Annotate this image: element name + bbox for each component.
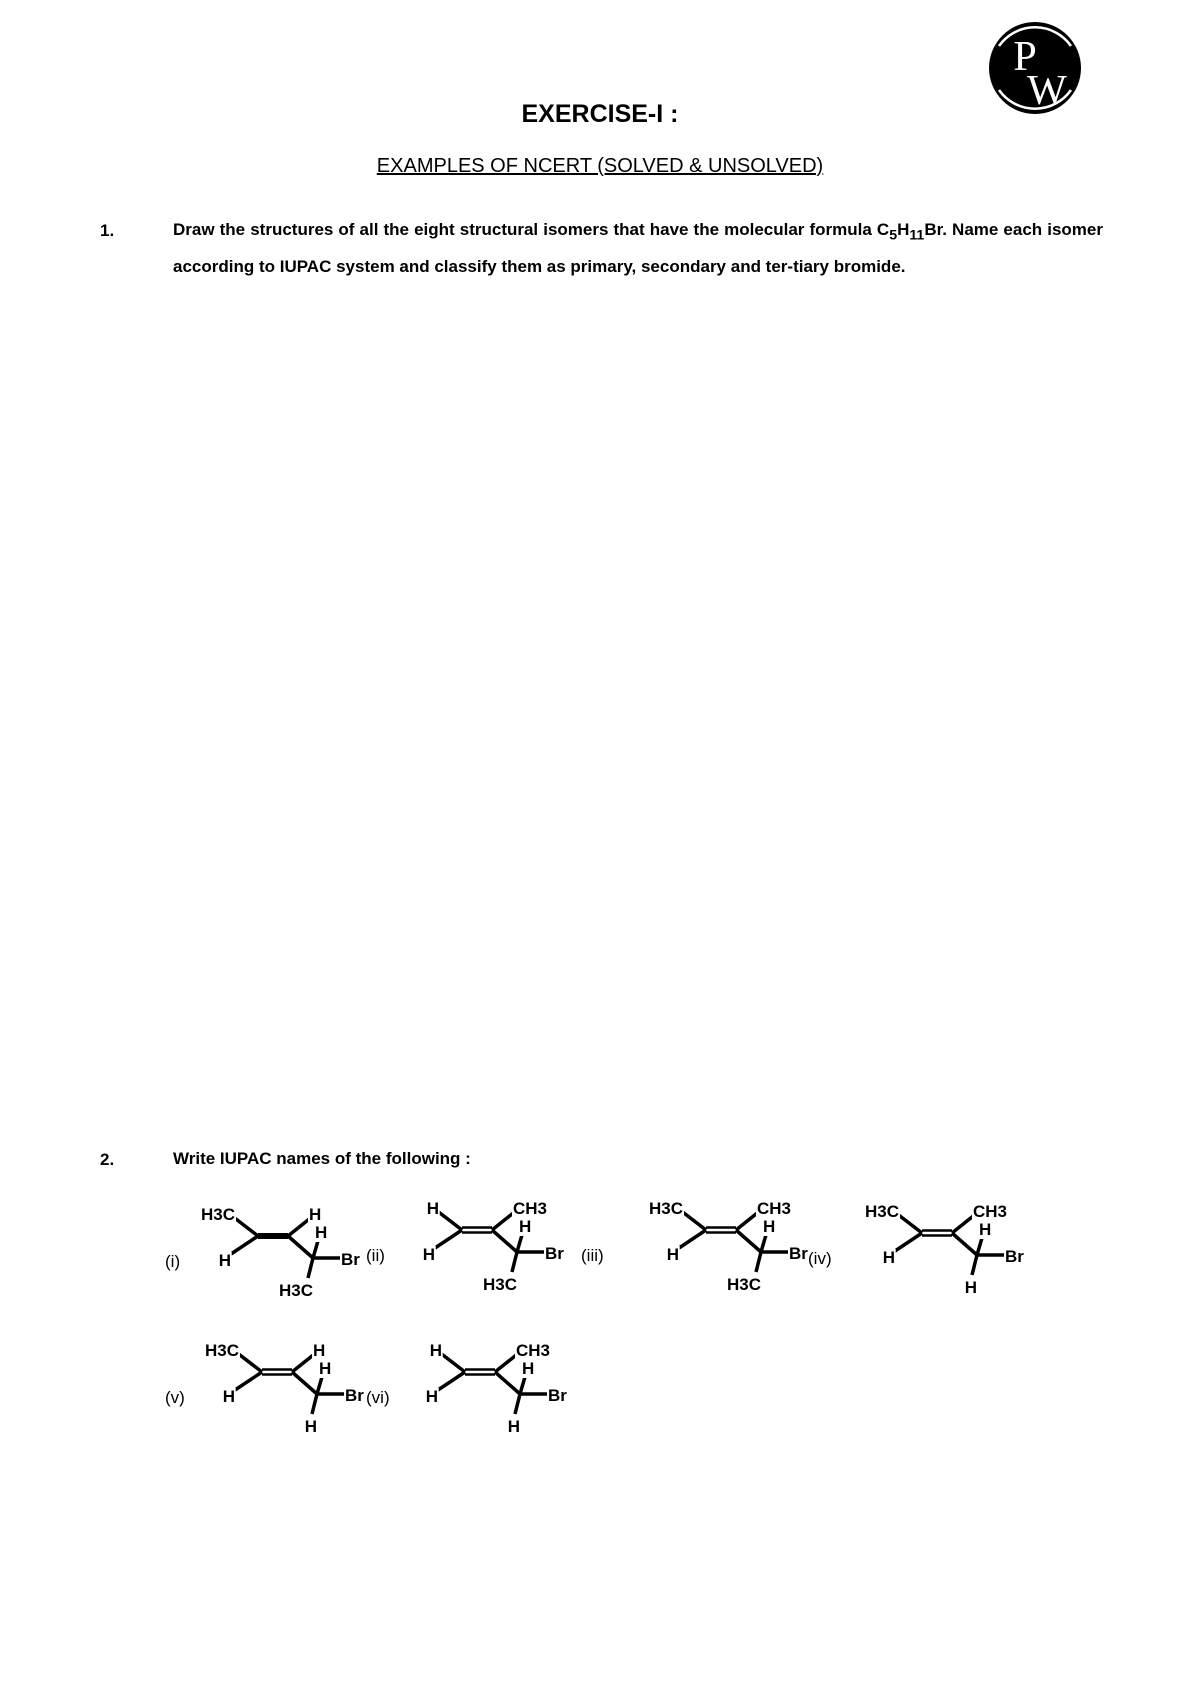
atom-left-bottom: H xyxy=(666,1245,679,1264)
atom-c-top: H xyxy=(979,1220,992,1239)
question-2-number: 2. xyxy=(100,1150,115,1169)
atom-right-top: H xyxy=(313,1341,326,1360)
bond xyxy=(495,1372,520,1394)
question-1-number: 1. xyxy=(100,221,115,240)
structure-label: (iv) xyxy=(808,1249,832,1268)
atom-left-bottom: H xyxy=(218,1251,231,1270)
atom-c-top: H xyxy=(522,1359,535,1378)
atom-c-right: Br xyxy=(1005,1247,1024,1266)
atom-c-bottom: H xyxy=(507,1417,520,1436)
bond xyxy=(232,1372,262,1392)
bond xyxy=(892,1233,922,1253)
question-2-text: Write IUPAC names of the following : xyxy=(173,1149,471,1168)
bond xyxy=(228,1236,258,1256)
bond xyxy=(292,1372,317,1394)
atom-c-top: H xyxy=(519,1217,532,1236)
atom-c-top: H xyxy=(315,1223,328,1242)
atom-c-bottom: H3C xyxy=(482,1275,517,1294)
atom-left-top: H xyxy=(429,1341,442,1360)
atom-left-top: H3C xyxy=(648,1199,683,1218)
molecule-structure xyxy=(375,1322,595,1432)
atom-left-top: H3C xyxy=(200,1205,235,1224)
atom-right-top: CH3 xyxy=(513,1199,548,1218)
structure-label: (v) xyxy=(165,1388,185,1407)
section-subtitle: EXAMPLES OF NCERT (SOLVED & UNSOLVED) xyxy=(376,155,824,177)
atom-left-bottom: H xyxy=(222,1387,235,1406)
atom-c-bottom: H xyxy=(304,1417,317,1436)
atom-c-right: Br xyxy=(789,1244,808,1263)
bond xyxy=(512,1252,517,1272)
atom-left-top: H xyxy=(426,1199,439,1218)
bond xyxy=(435,1372,465,1392)
atom-left-bottom: H xyxy=(882,1248,895,1267)
atom-right-top: CH3 xyxy=(973,1202,1008,1221)
bond xyxy=(308,1258,313,1278)
structure-label: (ii) xyxy=(366,1246,385,1265)
atom-left-bottom: H xyxy=(425,1387,438,1406)
atom-left-top: H3C xyxy=(864,1202,899,1221)
atom-c-right: Br xyxy=(341,1250,360,1269)
structure-label: (iii) xyxy=(581,1246,604,1265)
atom-c-top: H xyxy=(319,1359,332,1378)
atom-c-right: Br xyxy=(345,1386,364,1405)
bond xyxy=(736,1230,761,1252)
q1-text-h: H xyxy=(897,220,910,239)
atom-right-top: CH3 xyxy=(757,1199,792,1218)
svg-text:W: W xyxy=(1027,68,1067,114)
atom-c-bottom: H3C xyxy=(278,1281,313,1300)
molecule-structure xyxy=(832,1183,1052,1293)
atom-right-top: H xyxy=(309,1205,322,1224)
molecule-structure xyxy=(372,1180,592,1290)
bond xyxy=(492,1230,517,1252)
atom-c-right: Br xyxy=(545,1244,564,1263)
molecule-structure xyxy=(172,1322,392,1432)
molecule-structure xyxy=(616,1180,836,1290)
molecule-structure xyxy=(168,1186,388,1296)
atom-right-top: CH3 xyxy=(516,1341,551,1360)
bond xyxy=(756,1252,761,1272)
atom-c-top: H xyxy=(763,1217,776,1236)
q1-text-start: Draw the structures of all the eight structural isomers that have the molecular formula C xyxy=(173,220,890,239)
page-title: EXERCISE-I : xyxy=(521,100,679,128)
bond xyxy=(676,1230,706,1250)
question-1-text xyxy=(173,214,1103,282)
bond xyxy=(312,1394,317,1414)
atom-left-bottom: H xyxy=(422,1245,435,1264)
bond xyxy=(432,1230,462,1250)
bond xyxy=(972,1255,977,1275)
atom-c-bottom: H xyxy=(964,1278,977,1297)
atom-c-bottom: H3C xyxy=(726,1275,761,1294)
svg-text:P: P xyxy=(1013,34,1037,80)
bond xyxy=(952,1233,977,1255)
q1-text-end: Br. Name each isomer according to IUPAC system and classify them as primary, secondary and ter-tiary bromide. xyxy=(173,220,1103,277)
atom-c-right: Br xyxy=(548,1386,567,1405)
bond xyxy=(515,1394,520,1414)
atom-left-top: H3C xyxy=(204,1341,239,1360)
structure-label: (i) xyxy=(165,1252,181,1271)
structure-label: (vi) xyxy=(366,1388,390,1407)
q1-subscript-5: 5 xyxy=(889,227,898,244)
bond xyxy=(288,1236,313,1258)
q1-subscript-11: 11 xyxy=(909,227,925,244)
